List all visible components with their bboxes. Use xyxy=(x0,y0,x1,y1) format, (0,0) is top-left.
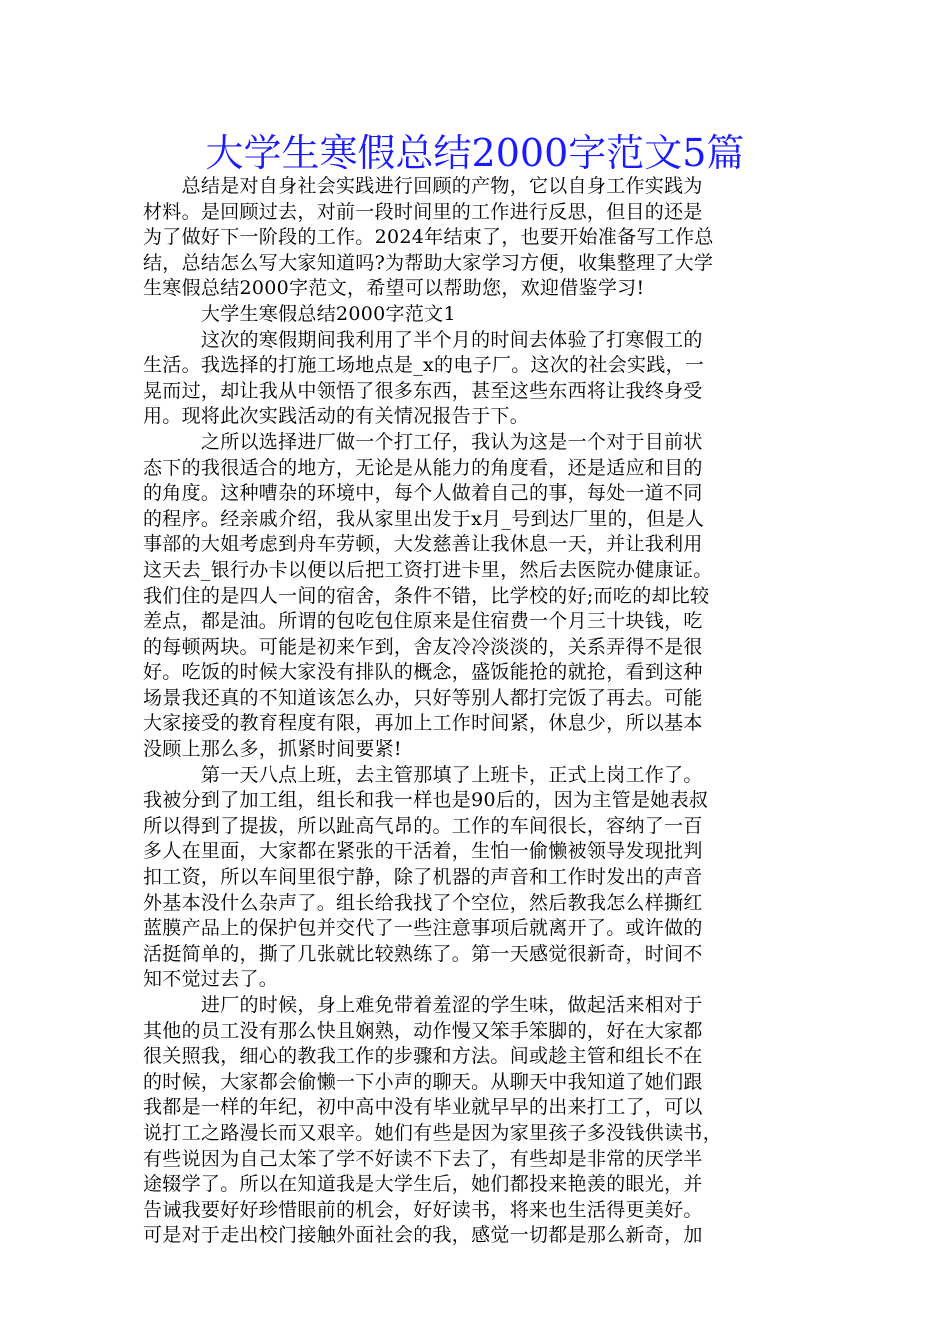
body-line: 告诫我要好好珍惜眼前的机会，好好读书，将来也生活得更美好。 xyxy=(143,1198,703,1221)
body-line: 为了做好下一阶段的工作。2024年结束了，也要开始准备写工作总 xyxy=(143,226,714,249)
body-line: 结，总结怎么写大家知道吗?为帮助大家学习方便，收集整理了大学 xyxy=(143,251,714,274)
body-line: 其他的员工没有那么快且娴熟，动作慢又笨手笨脚的，好在大家都 xyxy=(143,1019,703,1042)
body-line: 好。吃饭的时候大家没有排队的概念，盛饭能抢的就抢，看到这种 xyxy=(143,661,703,684)
body-line: 态下的我很适合的地方，无论是从能力的角度看，还是适应和目的 xyxy=(143,456,703,479)
body-line: 说打工之路漫长而又艰辛。她们有些是因为家里孩子多没钱供读书， xyxy=(143,1121,723,1144)
document-title: 大学生寒假总结2000字范文5篇 xyxy=(205,131,745,175)
body-line: 外基本没什么杂声了。组长给我找了个空位，然后教我怎么样撕红 xyxy=(143,891,703,914)
body-line: 的程序。经亲戚介绍，我从家里出发于x月_号到达厂里的，但是人 xyxy=(143,507,705,530)
body-line: 途辍学了。所以在知道我是大学生后，她们都投来艳羡的眼光，并 xyxy=(143,1173,703,1196)
body-line: 扣工资，所以车间里很宁静，除了机器的声音和工作时发出的声音 xyxy=(143,866,703,889)
body-line: 第一天八点上班，去主管那填了上班卡，正式上岗工作了。 xyxy=(143,763,703,786)
body-line: 用。现将此次实践活动的有关情况报告于下。 xyxy=(143,405,530,428)
body-line: 的时候，大家都会偷懒一下小声的聊天。从聊天中我知道了她们跟 xyxy=(143,1070,703,1093)
body-line: 材料。是回顾过去，对前一段时间里的工作进行反思，但目的还是 xyxy=(143,200,703,223)
body-line: 我们住的是四人一间的宿舍，条件不错，比学校的好;而吃的却比较 xyxy=(143,584,710,607)
body-line: 活挺简单的，撕了几张就比较熟练了。第一天感觉很新奇，时间不 xyxy=(143,942,703,965)
body-line: 进厂的时候，身上难免带着羞涩的学生味，做起活来相对于 xyxy=(143,994,703,1016)
body-line: 我都是一样的年纪，初中高中没有毕业就早早的出来打工了，可以 xyxy=(143,1096,703,1119)
body-line: 的角度。这种嘈杂的环境中，每个人做着自己的事，每处一道不同 xyxy=(143,482,703,505)
body-line: 蓝膜产品上的保护包并交代了一些注意事项后就离开了。或许做的 xyxy=(143,917,703,940)
body-line: 知不觉过去了。 xyxy=(143,968,279,991)
body-line: 事部的大姐考虑到舟车劳顿，大发慈善让我休息一天，并让我利用 xyxy=(143,533,703,556)
body-line: 这次的寒假期间我利用了半个月的时间去体验了打寒假工的 xyxy=(143,328,703,351)
body-line: 大学生寒假总结2000字范文1 xyxy=(143,302,456,325)
document-body xyxy=(143,174,809,1249)
body-line: 很关照我，细心的教我工作的步骤和方法。间或趁主管和组长不在 xyxy=(143,1045,703,1068)
body-line: 可是对于走出校门接触外面社会的我，感觉一切都是那么新奇，加 xyxy=(143,1224,703,1247)
body-line: 有些说因为自己太笨了学不好读不下去了，有些却是非常的厌学半 xyxy=(143,1147,703,1170)
body-line: 生活。我选择的打施工场地点是_x的电子厂。这次的社会实践，一 xyxy=(143,354,705,377)
body-line: 所以得到了提拔，所以趾高气昂的。工作的车间很长，容纳了一百 xyxy=(143,814,703,837)
body-line: 大家接受的教育程度有限，再加上工作时间紧，休息少，所以基本 xyxy=(143,712,703,735)
body-line: 多人在里面，大家都在紧张的干活着，生怕一偷懒被领导发现批判 xyxy=(143,840,703,863)
body-line: 生寒假总结2000字范文，希望可以帮助您，欢迎借鉴学习! xyxy=(143,277,645,300)
body-line: 没顾上那么多，抓紧时间要紧! xyxy=(143,738,402,761)
body-line: 总结是对自身社会实践进行回顾的产物，它以自身工作实践为 xyxy=(143,175,703,197)
body-line: 晃而过，却让我从中领悟了很多东西，甚至这些东西将让我终身受 xyxy=(143,379,703,402)
body-line: 差点，都是油。所谓的包吃包住原来是住宿费一个月三十块钱，吃 xyxy=(143,610,703,633)
body-line: 场景我还真的不知道该怎么办，只好等别人都打完饭了再去。可能 xyxy=(143,686,703,709)
body-line: 的每顿两块。可能是初来乍到，舍友冷冷淡淡的，关系弄得不是很 xyxy=(143,635,703,658)
body-line: 之所以选择进厂做一个打工仔，我认为这是一个对于目前状 xyxy=(143,430,703,453)
body-line: 这天去_银行办卡以便以后把工资打进卡里，然后去医院办健康证。 xyxy=(143,558,713,581)
body-line: 我被分到了加工组，组长和我一样也是90后的，因为主管是她表叔 xyxy=(143,789,709,812)
